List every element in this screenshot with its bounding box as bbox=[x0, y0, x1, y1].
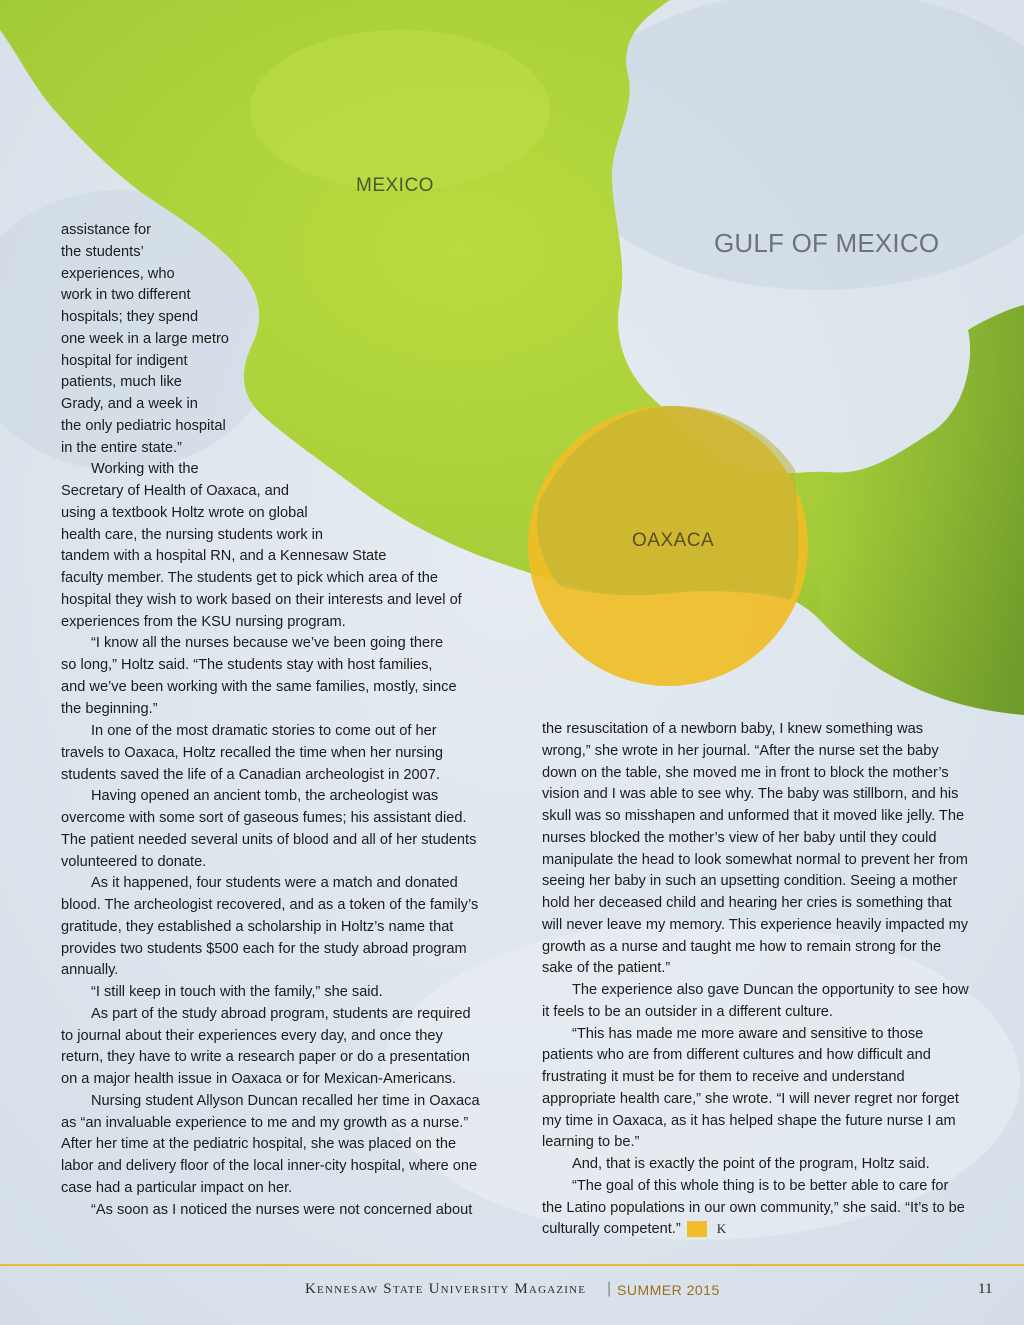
page-number: 11 bbox=[978, 1281, 993, 1297]
article-line: hospital they wish to work based on their interests and level of bbox=[61, 591, 462, 608]
article-line: assistance for bbox=[61, 222, 152, 238]
issue-label: SUMMER 2015 bbox=[617, 1282, 720, 1298]
article-line: the only pediatric hospital bbox=[61, 417, 226, 434]
article-line: using a textbook Holtz wrote on global bbox=[61, 504, 308, 521]
article-line: the students’ bbox=[61, 243, 144, 260]
page-footer bbox=[0, 1278, 1024, 1306]
article-paragraph: And, that is exactly the point of the program, Holtz said. bbox=[572, 1156, 930, 1172]
map-label-oaxaca: OAXACA bbox=[632, 530, 715, 551]
article-left-column-bottom bbox=[61, 721, 481, 1221]
article-paragraph: Having opened an ancient tomb, the archeologist was overcome with some sort of gaseous fumes; his assistant died. The patient needed several units of blood and all of her students volunteered to donate. bbox=[61, 788, 477, 870]
end-of-article-k-icon: K bbox=[687, 1221, 707, 1237]
land-highlight bbox=[250, 30, 550, 190]
article-line: experiences, who bbox=[61, 265, 175, 282]
article-line: patients, much like bbox=[61, 374, 182, 391]
article-line: one week in a large metro bbox=[61, 330, 229, 347]
article-line: and we’ve been working with the same families, mostly, since bbox=[61, 678, 457, 695]
article-paragraph: The experience also gave Duncan the opportunity to see how it feels to be an outsider in a different culture. bbox=[542, 982, 969, 1020]
article-left-column-top bbox=[61, 220, 481, 720]
article-line: work in two different bbox=[61, 287, 191, 304]
article-line: health care, the nursing students work in bbox=[61, 526, 324, 543]
article-paragraph: Nursing student Allyson Duncan recalled her time in Oaxaca as “an invaluable experience to me and my growth as a nurse.” After her time at the pediatric hospital, she was placed on the labor and delivery floor of the local inner-city hospital, where one case had a particular impact on her. bbox=[61, 1092, 480, 1196]
footer-separator: | bbox=[607, 1280, 612, 1297]
article-line: so long,” Holtz said. “The students stay with host families, bbox=[61, 657, 433, 673]
article-line: the beginning.” bbox=[61, 700, 158, 717]
magazine-title: Kennesaw State University Magazine bbox=[305, 1281, 587, 1297]
article-paragraph: “I still keep in touch with the family,” she said. bbox=[91, 984, 383, 1000]
article-paragraph: “As soon as I noticed the nurses were not concerned about bbox=[91, 1201, 473, 1218]
article-line: hospitals; they spend bbox=[61, 309, 199, 325]
article-line: Working with the bbox=[91, 461, 199, 478]
map-label-mexico: MEXICO bbox=[356, 175, 434, 196]
article-line: Secretary of Health of Oaxaca, and bbox=[61, 483, 289, 499]
article-line: “I know all the nurses because we’ve been going there bbox=[91, 635, 444, 652]
article-paragraph-final bbox=[542, 1176, 972, 1241]
article-paragraph: “This has made me more aware and sensitive to those patients who are from different cultures and how difficult and frustrating it must be for them to receive and understand appropriate health care,” she wrote. “I will never regret nor forget my time in Oaxaca, as it has helped shape the future nurse I am learning to be.” bbox=[542, 1025, 959, 1151]
article-paragraph: As part of the study abroad program, students are required to journal about their experiences every day, and once they return, they have to write a research paper or do a presentation on a major health issue in Oaxaca or for Mexican-Americans. bbox=[61, 1005, 471, 1087]
article-line: experiences from the KSU nursing program. bbox=[61, 613, 346, 630]
article-paragraph: In one of the most dramatic stories to come out of her travels to Oaxaca, Holtz recalled the time when her nursing students saved the life of a Canadian archeologist in 2007. bbox=[61, 723, 444, 783]
article-right-column bbox=[542, 719, 972, 1241]
article-line: faculty member. The students get to pick which area of the bbox=[61, 570, 438, 586]
article-line: in the entire state.” bbox=[61, 439, 182, 456]
article-line: tandem with a hospital RN, and a Kennesaw State bbox=[61, 548, 387, 565]
article-paragraph: the resuscitation of a newborn baby, I knew something was wrong,” she wrote in her journal. “After the nurse set the baby down on the table, she moved me in front to block the mother’s vision and I was able to see why. The baby was stillborn, and his skull was so misshapen and unformed that it moved like jelly. The nurses blocked the mother’s view of her baby until they could manipulate the head to look somewhat normal to prevent her from seeing her baby in such an upsetting condition. Seeing a mother hold her deceased child and hearing her cries is something that will never leave my memory. This experience heavily impacted my growth as a nurse and taught me how to remain strong for the sake of the patient.” bbox=[542, 721, 969, 977]
footer-rule bbox=[0, 1264, 1024, 1266]
article-paragraph: As it happened, four students were a match and donated blood. The archeologist recovered, and as a token of the family’s gratitude, they established a scholarship in Holtz’s name that provides two students $500 each for the study abroad program annually. bbox=[61, 875, 479, 979]
map-label-gulf-of-mexico: GULF OF MEXICO bbox=[714, 228, 940, 258]
article-final-text: “The goal of this whole thing is to be better able to care for the Latino populations in our own community,” she said. “It’s to be culturally competent.” bbox=[542, 1177, 965, 1238]
article-line: Grady, and a week in bbox=[61, 396, 198, 412]
article-line: hospital for indigent bbox=[61, 352, 188, 369]
